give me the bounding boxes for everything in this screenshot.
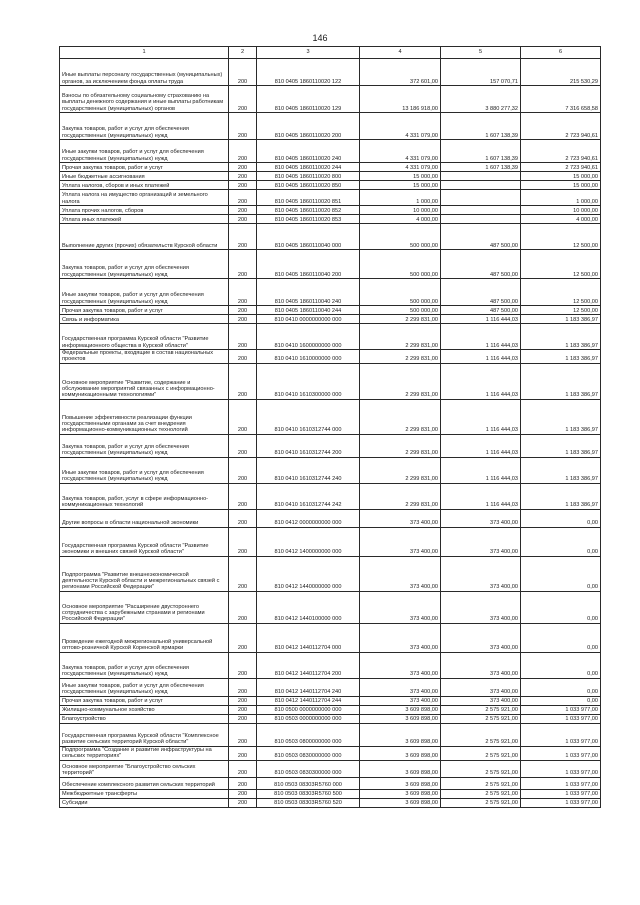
row-name: Основное мероприятие "Благоустройство сельских территорий" xyxy=(60,760,229,777)
row-budget-code: 810 0405 1860110020 200 xyxy=(257,113,360,140)
row-remaining-amount: 1 183 386,97 xyxy=(521,324,601,350)
row-remaining-amount: 0,00 xyxy=(521,509,601,527)
row-line-code: 200 xyxy=(229,306,257,315)
row-name: Обеспечение комплексного развития сельских территорий xyxy=(60,777,229,789)
table-row xyxy=(60,652,601,678)
row-name: Закупка товаров, работ и услуг для обеспечения государственных (муниципальных) нужд xyxy=(60,113,229,140)
row-executed-amount: 373 400,00 xyxy=(441,591,521,623)
table-row xyxy=(60,777,601,789)
row-line-code: 200 xyxy=(229,279,257,306)
row-name: Государственная программа Курской области "Комплексное развитие сельских территорий Курской области" xyxy=(60,723,229,746)
row-name: Межбюджетные трансферты xyxy=(60,789,229,798)
column-header: 3 xyxy=(257,47,360,59)
row-executed-amount: 2 575 921,00 xyxy=(441,798,521,807)
row-budget-code: 810 0410 0000000000 000 xyxy=(257,315,360,324)
row-approved-amount: 4 331 079,00 xyxy=(360,113,441,140)
row-executed-amount: 487 500,00 xyxy=(441,279,521,306)
row-name: Уплата прочих налогов, сборов xyxy=(60,206,229,215)
row-executed-amount: 487 500,00 xyxy=(441,306,521,315)
row-budget-code: 810 0412 0000000000 000 xyxy=(257,509,360,527)
row-budget-code: 810 0405 1860110040 200 xyxy=(257,250,360,279)
table-row xyxy=(60,181,601,190)
row-executed-amount: 1 116 444,03 xyxy=(441,324,521,350)
row-name: Иные закупки товаров, работ и услуг для обеспечения государственных (муниципальных) нужд xyxy=(60,140,229,163)
row-budget-code: 810 0503 08303R5760 500 xyxy=(257,789,360,798)
row-executed-amount: 2 575 921,00 xyxy=(441,723,521,746)
row-remaining-amount: 12 500,00 xyxy=(521,306,601,315)
row-name: Закупка товаров, работ и услуг для обеспечения государственных (муниципальных) нужд xyxy=(60,652,229,678)
table-row xyxy=(60,59,601,86)
row-budget-code: 810 0410 1610300000 000 xyxy=(257,363,360,399)
table-row xyxy=(60,363,601,399)
row-name: Проведение ежегодной межрегиональной универсальной оптово-розничной Курской Коренской ярмарки xyxy=(60,623,229,652)
row-line-code: 200 xyxy=(229,350,257,364)
table-row xyxy=(60,324,601,350)
row-remaining-amount: 15 000,00 xyxy=(521,181,601,190)
row-budget-code: 810 0405 1860110040 000 xyxy=(257,224,360,250)
row-approved-amount: 10 000,00 xyxy=(360,206,441,215)
row-name: Иные бюджетные ассигнования xyxy=(60,172,229,181)
row-line-code: 200 xyxy=(229,714,257,723)
row-line-code: 200 xyxy=(229,206,257,215)
row-approved-amount: 373 400,00 xyxy=(360,556,441,591)
row-line-code: 200 xyxy=(229,723,257,746)
row-approved-amount: 373 400,00 xyxy=(360,591,441,623)
row-name: Уплата налога на имущество организаций и земельного налога xyxy=(60,190,229,206)
row-line-code: 200 xyxy=(229,556,257,591)
row-budget-code: 810 0405 1860110020 129 xyxy=(257,86,360,113)
row-name: Прочая закупка товаров, работ и услуг xyxy=(60,696,229,705)
row-line-code: 200 xyxy=(229,777,257,789)
row-name: Субсидии xyxy=(60,798,229,807)
row-approved-amount: 1 000,00 xyxy=(360,190,441,206)
row-approved-amount: 3 609 898,00 xyxy=(360,714,441,723)
table-row xyxy=(60,224,601,250)
row-name: Связь и информатика xyxy=(60,315,229,324)
row-line-code: 200 xyxy=(229,250,257,279)
row-approved-amount: 2 299 831,00 xyxy=(360,399,441,434)
row-name: Закупка товаров, работ, услуг в сфере информационно-коммуникационных технологий xyxy=(60,483,229,509)
row-line-code: 200 xyxy=(229,315,257,324)
row-approved-amount: 4 000,00 xyxy=(360,215,441,224)
row-remaining-amount: 1 183 386,97 xyxy=(521,434,601,457)
table-row xyxy=(60,556,601,591)
row-line-code: 200 xyxy=(229,678,257,696)
table-row xyxy=(60,678,601,696)
row-budget-code: 810 0503 08303R5760 520 xyxy=(257,798,360,807)
row-executed-amount xyxy=(441,172,521,181)
row-approved-amount: 373 400,00 xyxy=(360,652,441,678)
row-approved-amount: 373 400,00 xyxy=(360,696,441,705)
row-line-code: 200 xyxy=(229,363,257,399)
row-name: Иные закупки товаров, работ и услуг для обеспечения государственных (муниципальных) нужд xyxy=(60,279,229,306)
row-remaining-amount: 0,00 xyxy=(521,527,601,556)
row-remaining-amount: 0,00 xyxy=(521,591,601,623)
row-budget-code: 810 0405 1860110020 850 xyxy=(257,181,360,190)
row-remaining-amount: 215 530,29 xyxy=(521,59,601,86)
row-name: Прочая закупка товаров, работ и услуг xyxy=(60,306,229,315)
table-row xyxy=(60,798,601,807)
table-row xyxy=(60,172,601,181)
row-remaining-amount: 0,00 xyxy=(521,696,601,705)
row-budget-code: 810 0405 1860110020 122 xyxy=(257,59,360,86)
row-line-code: 200 xyxy=(229,163,257,172)
row-approved-amount: 2 299 831,00 xyxy=(360,434,441,457)
row-remaining-amount: 1 033 977,00 xyxy=(521,746,601,760)
row-approved-amount: 373 400,00 xyxy=(360,509,441,527)
budget-table xyxy=(59,46,601,808)
table-row xyxy=(60,315,601,324)
column-header: 6 xyxy=(521,47,601,59)
row-line-code: 200 xyxy=(229,113,257,140)
row-name: Прочая закупка товаров, работ и услуг xyxy=(60,163,229,172)
header-row xyxy=(60,47,601,59)
row-remaining-amount: 1 033 977,00 xyxy=(521,777,601,789)
row-remaining-amount: 7 316 658,58 xyxy=(521,86,601,113)
row-budget-code: 810 0410 1610312744 000 xyxy=(257,399,360,434)
row-name: Федеральные проекты, входящие в состав национальных проектов xyxy=(60,350,229,364)
row-budget-code: 810 0410 1610312744 200 xyxy=(257,434,360,457)
row-executed-amount: 373 400,00 xyxy=(441,696,521,705)
row-remaining-amount: 1 183 386,97 xyxy=(521,483,601,509)
row-line-code: 200 xyxy=(229,457,257,483)
table-row xyxy=(60,350,601,364)
row-remaining-amount: 1 183 386,97 xyxy=(521,350,601,364)
row-line-code: 200 xyxy=(229,652,257,678)
table-row xyxy=(60,250,601,279)
table-row xyxy=(60,306,601,315)
row-budget-code: 810 0405 1860110040 240 xyxy=(257,279,360,306)
row-remaining-amount: 0,00 xyxy=(521,623,601,652)
row-line-code: 200 xyxy=(229,324,257,350)
row-remaining-amount: 1 183 386,97 xyxy=(521,457,601,483)
row-remaining-amount: 0,00 xyxy=(521,652,601,678)
row-line-code: 200 xyxy=(229,434,257,457)
row-line-code: 200 xyxy=(229,483,257,509)
table-row xyxy=(60,206,601,215)
row-budget-code: 810 0410 1600000000 000 xyxy=(257,324,360,350)
row-executed-amount xyxy=(441,206,521,215)
row-executed-amount: 487 500,00 xyxy=(441,224,521,250)
row-line-code: 200 xyxy=(229,224,257,250)
row-approved-amount: 2 299 831,00 xyxy=(360,363,441,399)
row-name: Другие вопросы в области национальной экономики xyxy=(60,509,229,527)
row-executed-amount: 1 116 444,03 xyxy=(441,315,521,324)
table-row xyxy=(60,215,601,224)
row-remaining-amount: 0,00 xyxy=(521,678,601,696)
row-executed-amount: 373 400,00 xyxy=(441,509,521,527)
row-line-code: 200 xyxy=(229,215,257,224)
row-approved-amount: 3 609 898,00 xyxy=(360,705,441,714)
row-approved-amount: 373 400,00 xyxy=(360,678,441,696)
column-header: 5 xyxy=(441,47,521,59)
row-executed-amount xyxy=(441,215,521,224)
row-executed-amount: 1 607 138,39 xyxy=(441,113,521,140)
row-executed-amount: 157 070,71 xyxy=(441,59,521,86)
row-line-code: 200 xyxy=(229,760,257,777)
row-approved-amount: 372 601,00 xyxy=(360,59,441,86)
table-row xyxy=(60,140,601,163)
row-budget-code: 810 0412 1440112704 244 xyxy=(257,696,360,705)
table-row xyxy=(60,399,601,434)
row-remaining-amount: 12 500,00 xyxy=(521,250,601,279)
row-remaining-amount: 4 000,00 xyxy=(521,215,601,224)
row-executed-amount: 1 116 444,03 xyxy=(441,363,521,399)
row-budget-code: 810 0410 1610000000 000 xyxy=(257,350,360,364)
table-row xyxy=(60,434,601,457)
row-remaining-amount: 12 500,00 xyxy=(521,279,601,306)
row-budget-code: 810 0410 1610312744 242 xyxy=(257,483,360,509)
column-header: 1 xyxy=(60,47,229,59)
column-header: 2 xyxy=(229,47,257,59)
row-line-code: 200 xyxy=(229,172,257,181)
row-executed-amount: 1 116 444,03 xyxy=(441,483,521,509)
row-name: Иные выплаты персоналу государственных (муниципальных) органов, за исключением фонда оплаты труда xyxy=(60,59,229,86)
row-line-code: 200 xyxy=(229,705,257,714)
row-line-code: 200 xyxy=(229,59,257,86)
row-executed-amount: 487 500,00 xyxy=(441,250,521,279)
row-approved-amount: 3 609 898,00 xyxy=(360,746,441,760)
row-approved-amount: 500 000,00 xyxy=(360,279,441,306)
row-budget-code: 810 0405 1860110020 852 xyxy=(257,206,360,215)
row-name: Подпрограмма "Создание и развитие инфраструктуры на сельских территориях" xyxy=(60,746,229,760)
row-name: Государственная программа Курской области "Развитие экономики и внешних связей Курской области" xyxy=(60,527,229,556)
table-row xyxy=(60,483,601,509)
row-budget-code: 810 0503 0800000000 000 xyxy=(257,723,360,746)
row-name: Иные закупки товаров, работ и услуг для обеспечения государственных (муниципальных) нужд xyxy=(60,457,229,483)
row-name: Иные закупки товаров, работ и услуг для обеспечения государственных (муниципальных) нужд xyxy=(60,678,229,696)
row-executed-amount: 2 575 921,00 xyxy=(441,714,521,723)
row-approved-amount: 3 609 898,00 xyxy=(360,760,441,777)
row-line-code: 200 xyxy=(229,591,257,623)
row-approved-amount: 500 000,00 xyxy=(360,224,441,250)
row-line-code: 200 xyxy=(229,798,257,807)
table-row xyxy=(60,457,601,483)
row-line-code: 200 xyxy=(229,86,257,113)
row-budget-code: 810 0405 1860110020 851 xyxy=(257,190,360,206)
row-remaining-amount: 1 033 977,00 xyxy=(521,789,601,798)
row-line-code: 200 xyxy=(229,140,257,163)
row-approved-amount: 3 609 898,00 xyxy=(360,798,441,807)
row-budget-code: 810 0405 1860110020 853 xyxy=(257,215,360,224)
row-approved-amount: 13 186 918,00 xyxy=(360,86,441,113)
row-budget-code: 810 0503 0830300000 000 xyxy=(257,760,360,777)
row-line-code: 200 xyxy=(229,190,257,206)
row-approved-amount: 2 299 831,00 xyxy=(360,350,441,364)
row-name: Выполнение других (прочих) обязательств Курской области xyxy=(60,224,229,250)
row-approved-amount: 3 609 898,00 xyxy=(360,789,441,798)
table-row xyxy=(60,86,601,113)
row-name: Государственная программа Курской области "Развитие информационного общества в Курской области" xyxy=(60,324,229,350)
row-approved-amount: 3 609 898,00 xyxy=(360,777,441,789)
row-approved-amount: 500 000,00 xyxy=(360,250,441,279)
row-name: Благоустройство xyxy=(60,714,229,723)
row-remaining-amount: 0,00 xyxy=(521,556,601,591)
row-executed-amount: 373 400,00 xyxy=(441,527,521,556)
row-executed-amount xyxy=(441,190,521,206)
page-number: 146 xyxy=(312,33,328,43)
row-line-code: 200 xyxy=(229,399,257,434)
column-header: 4 xyxy=(360,47,441,59)
row-budget-code: 810 0503 08303R5760 000 xyxy=(257,777,360,789)
row-executed-amount: 2 575 921,00 xyxy=(441,777,521,789)
row-name: Закупка товаров, работ и услуг для обеспечения государственных (муниципальных) нужд xyxy=(60,250,229,279)
row-executed-amount xyxy=(441,181,521,190)
row-name: Жилищно-коммунальное хозяйство xyxy=(60,705,229,714)
row-budget-code: 810 0405 1860110020 240 xyxy=(257,140,360,163)
row-approved-amount: 15 000,00 xyxy=(360,172,441,181)
row-approved-amount: 2 299 831,00 xyxy=(360,483,441,509)
row-budget-code: 810 0405 1860110020 244 xyxy=(257,163,360,172)
row-remaining-amount: 2 723 940,61 xyxy=(521,113,601,140)
table-row xyxy=(60,509,601,527)
row-remaining-amount: 1 183 386,97 xyxy=(521,399,601,434)
row-budget-code: 810 0410 1610312744 240 xyxy=(257,457,360,483)
row-remaining-amount: 1 033 977,00 xyxy=(521,705,601,714)
row-executed-amount: 373 400,00 xyxy=(441,623,521,652)
row-executed-amount: 1 116 444,03 xyxy=(441,434,521,457)
row-budget-code: 810 0412 1440112704 200 xyxy=(257,652,360,678)
table-row xyxy=(60,789,601,798)
table-row xyxy=(60,760,601,777)
table-row xyxy=(60,527,601,556)
row-budget-code: 810 0405 1860110020 800 xyxy=(257,172,360,181)
row-approved-amount: 500 000,00 xyxy=(360,306,441,315)
row-approved-amount: 2 299 831,00 xyxy=(360,457,441,483)
row-line-code: 200 xyxy=(229,623,257,652)
row-approved-amount: 4 331 079,00 xyxy=(360,163,441,172)
row-approved-amount: 373 400,00 xyxy=(360,527,441,556)
row-approved-amount: 373 400,00 xyxy=(360,623,441,652)
row-remaining-amount: 1 033 977,00 xyxy=(521,760,601,777)
row-budget-code: 810 0412 1440112704 000 xyxy=(257,623,360,652)
row-executed-amount: 3 880 277,32 xyxy=(441,86,521,113)
row-name: Уплата иных платежей xyxy=(60,215,229,224)
row-remaining-amount: 2 723 940,61 xyxy=(521,140,601,163)
row-executed-amount: 1 116 444,03 xyxy=(441,457,521,483)
row-budget-code: 810 0503 0830000000 000 xyxy=(257,746,360,760)
table-row xyxy=(60,623,601,652)
row-name: Основное мероприятие "Расширение двустороннего сотрудничества с зарубежными странами и регионами Российской Федерации" xyxy=(60,591,229,623)
row-line-code: 200 xyxy=(229,509,257,527)
row-budget-code: 810 0412 1400000000 000 xyxy=(257,527,360,556)
row-executed-amount: 1 116 444,03 xyxy=(441,350,521,364)
row-executed-amount: 1 607 138,39 xyxy=(441,163,521,172)
table-row xyxy=(60,279,601,306)
table-row xyxy=(60,705,601,714)
row-remaining-amount: 1 033 977,00 xyxy=(521,723,601,746)
row-remaining-amount: 1 183 386,97 xyxy=(521,363,601,399)
row-name: Закупка товаров, работ и услуг для обеспечения государственных (муниципальных) нужд xyxy=(60,434,229,457)
row-budget-code: 810 0500 0000000000 000 xyxy=(257,705,360,714)
row-line-code: 200 xyxy=(229,789,257,798)
row-approved-amount: 2 299 831,00 xyxy=(360,315,441,324)
row-name: Уплата налогов, сборов и иных платежей xyxy=(60,181,229,190)
row-remaining-amount: 1 183 386,97 xyxy=(521,315,601,324)
row-executed-amount: 1 116 444,03 xyxy=(441,399,521,434)
row-line-code: 200 xyxy=(229,181,257,190)
table-row xyxy=(60,723,601,746)
row-name: Основное мероприятие "Развитие, содержание и обслуживание мероприятий связанных с информационно-коммуникационными технологиями" xyxy=(60,363,229,399)
row-approved-amount: 2 299 831,00 xyxy=(360,324,441,350)
row-budget-code: 810 0405 1860110040 244 xyxy=(257,306,360,315)
row-executed-amount: 2 575 921,00 xyxy=(441,705,521,714)
row-name: Взносы по обязательному социальному страхованию на выплаты денежного содержания и иные выплаты работникам государственных (муниципальных) органов xyxy=(60,86,229,113)
row-remaining-amount: 1 000,00 xyxy=(521,190,601,206)
row-budget-code: 810 0412 1440100000 000 xyxy=(257,591,360,623)
table-row xyxy=(60,113,601,140)
row-line-code: 200 xyxy=(229,746,257,760)
row-executed-amount: 2 575 921,00 xyxy=(441,789,521,798)
row-line-code: 200 xyxy=(229,696,257,705)
row-remaining-amount: 10 000,00 xyxy=(521,206,601,215)
row-executed-amount: 2 575 921,00 xyxy=(441,746,521,760)
row-remaining-amount: 2 723 940,61 xyxy=(521,163,601,172)
row-approved-amount: 4 331 079,00 xyxy=(360,140,441,163)
row-remaining-amount: 1 033 977,00 xyxy=(521,798,601,807)
row-executed-amount: 373 400,00 xyxy=(441,678,521,696)
row-remaining-amount: 12 500,00 xyxy=(521,224,601,250)
row-executed-amount: 373 400,00 xyxy=(441,556,521,591)
row-approved-amount: 3 609 898,00 xyxy=(360,723,441,746)
table-row xyxy=(60,163,601,172)
row-name: Повышение эффективности реализации функции государственными органами за счет внедрения информационно-коммуникационных технологий xyxy=(60,399,229,434)
row-executed-amount: 373 400,00 xyxy=(441,652,521,678)
row-approved-amount: 15 000,00 xyxy=(360,181,441,190)
table-row xyxy=(60,591,601,623)
row-budget-code: 810 0412 1440112704 240 xyxy=(257,678,360,696)
row-budget-code: 810 0412 1440000000 000 xyxy=(257,556,360,591)
table-row xyxy=(60,714,601,723)
row-executed-amount: 1 607 138,39 xyxy=(441,140,521,163)
table-row xyxy=(60,746,601,760)
row-remaining-amount: 1 033 977,00 xyxy=(521,714,601,723)
row-line-code: 200 xyxy=(229,527,257,556)
row-remaining-amount: 15 000,00 xyxy=(521,172,601,181)
row-budget-code: 810 0503 0000000000 000 xyxy=(257,714,360,723)
row-name: Подпрограмма "Развитие внешнеэкономической деятельности Курской области и межрегиональных связей с регионами Российской Федерации" xyxy=(60,556,229,591)
table-row xyxy=(60,696,601,705)
table-row xyxy=(60,190,601,206)
row-executed-amount: 2 575 921,00 xyxy=(441,760,521,777)
